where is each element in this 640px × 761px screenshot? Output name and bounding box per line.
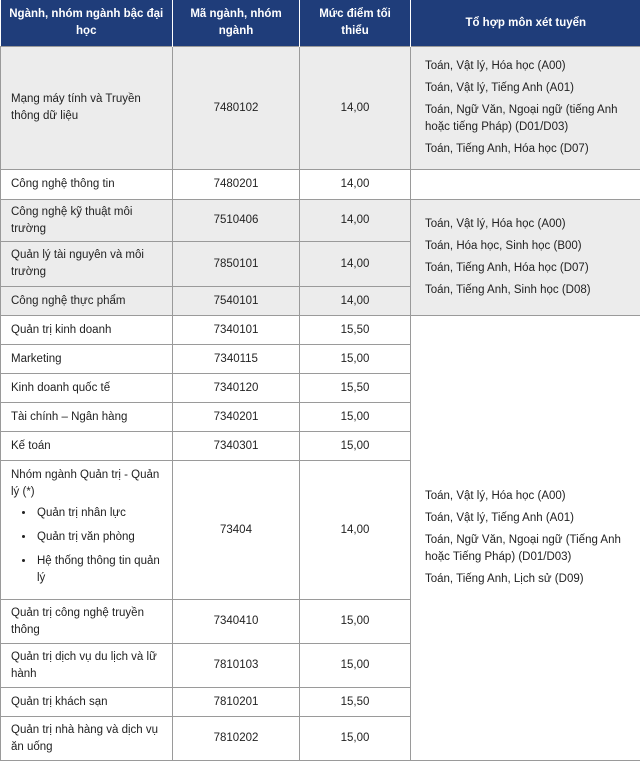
major-code: 7340201 <box>173 403 300 432</box>
min-score: 14,00 <box>300 287 411 316</box>
major-group-cell <box>1 461 173 600</box>
major-code: 7510406 <box>173 200 300 242</box>
major-name: Kế toán <box>1 432 173 461</box>
combination-empty <box>411 170 640 200</box>
min-score: 14,00 <box>300 461 411 600</box>
header-row <box>1 0 640 47</box>
min-score: 15,50 <box>300 374 411 403</box>
min-score: 15,50 <box>300 316 411 345</box>
min-score: 15,00 <box>300 403 411 432</box>
major-code: 7340301 <box>173 432 300 461</box>
min-score: 15,00 <box>300 345 411 374</box>
min-score: 15,00 <box>300 432 411 461</box>
major-code: 7480102 <box>173 47 300 170</box>
combination-group <box>411 47 640 170</box>
major-name: Quản trị khách sạn <box>1 688 173 717</box>
major-code: 7810201 <box>173 688 300 717</box>
header-combination: Tổ hợp môn xét tuyển <box>411 0 640 47</box>
table-row <box>1 47 640 170</box>
major-code: 7480201 <box>173 170 300 200</box>
major-name: Quản trị kinh doanh <box>1 316 173 345</box>
table-row <box>1 170 640 200</box>
major-name: Quản trị công nghệ truyền thông <box>1 600 173 644</box>
major-name: Mạng máy tính và Truyền thông dữ liệu <box>1 47 173 170</box>
major-code: 7340101 <box>173 316 300 345</box>
major-code: 73404 <box>173 461 300 600</box>
major-name: Kinh doanh quốc tế <box>1 374 173 403</box>
major-code: 7850101 <box>173 242 300 287</box>
combination-group <box>411 316 640 761</box>
combination-item: Toán, Vật lý, Hóa học (A00) <box>425 216 626 233</box>
major-name: Nhóm ngành Quản trị - Quản lý (*) <box>11 467 162 501</box>
min-score: 14,00 <box>300 242 411 287</box>
major-code: 7340115 <box>173 345 300 374</box>
combination-item: Toán, Tiếng Anh, Hóa học (D07) <box>425 141 626 158</box>
header-major: Ngành, nhóm ngành bậc đại học <box>1 0 173 47</box>
header-score: Mức điểm tối thiểu <box>300 0 411 47</box>
combination-item: Toán, Tiếng Anh, Sinh học (D08) <box>425 282 626 299</box>
min-score: 15,00 <box>300 644 411 688</box>
min-score: 14,00 <box>300 200 411 242</box>
combination-group <box>411 200 640 316</box>
major-code: 7810103 <box>173 644 300 688</box>
major-name: Công nghệ thực phẩm <box>1 287 173 316</box>
major-code: 7340410 <box>173 600 300 644</box>
min-score: 15,00 <box>300 717 411 761</box>
combination-item: Toán, Vật lý, Hóa học (A00) <box>425 58 626 75</box>
combination-item: Toán, Ngữ Văn, Ngoại ngữ (tiếng Anh hoặc tiếng Pháp) (D01/D03) <box>425 102 626 136</box>
major-name: Công nghệ kỹ thuật môi trường <box>1 200 173 242</box>
combination-item: Toán, Ngữ Văn, Ngoại ngữ (Tiếng Anh hoặc Tiếng Pháp) (D01/D03) <box>425 532 626 566</box>
major-name: Quản trị dịch vụ du lịch và lữ hành <box>1 644 173 688</box>
major-code: 7540101 <box>173 287 300 316</box>
combination-item: Toán, Tiếng Anh, Lịch sử (D09) <box>425 571 626 588</box>
major-code: 7340120 <box>173 374 300 403</box>
major-name: Quản lý tài nguyên và môi trường <box>1 242 173 287</box>
min-score: 14,00 <box>300 170 411 200</box>
major-name: Marketing <box>1 345 173 374</box>
table-row <box>1 316 640 345</box>
sub-major-item: • Quản trị văn phòng <box>35 529 162 546</box>
major-name: Tài chính – Ngân hàng <box>1 403 173 432</box>
combination-item: Toán, Hóa học, Sinh học (B00) <box>425 238 626 255</box>
header-code: Mã ngành, nhóm ngành <box>173 0 300 47</box>
sub-major-list <box>11 505 162 587</box>
sub-major-item: • Hệ thống thông tin quản lý <box>35 553 162 587</box>
combination-item: Toán, Vật lý, Hóa học (A00) <box>425 488 626 505</box>
combination-item: Toán, Tiếng Anh, Hóa học (D07) <box>425 260 626 277</box>
min-score: 15,00 <box>300 600 411 644</box>
min-score: 14,00 <box>300 47 411 170</box>
sub-major-item: • Quản trị nhân lực <box>35 505 162 522</box>
min-score: 15,50 <box>300 688 411 717</box>
major-name: Quản trị nhà hàng và dịch vụ ăn uống <box>1 717 173 761</box>
table-row <box>1 200 640 242</box>
combination-item: Toán, Vật lý, Tiếng Anh (A01) <box>425 510 626 527</box>
major-name: Công nghệ thông tin <box>1 170 173 200</box>
combination-item: Toán, Vật lý, Tiếng Anh (A01) <box>425 80 626 97</box>
major-code: 7810202 <box>173 717 300 761</box>
